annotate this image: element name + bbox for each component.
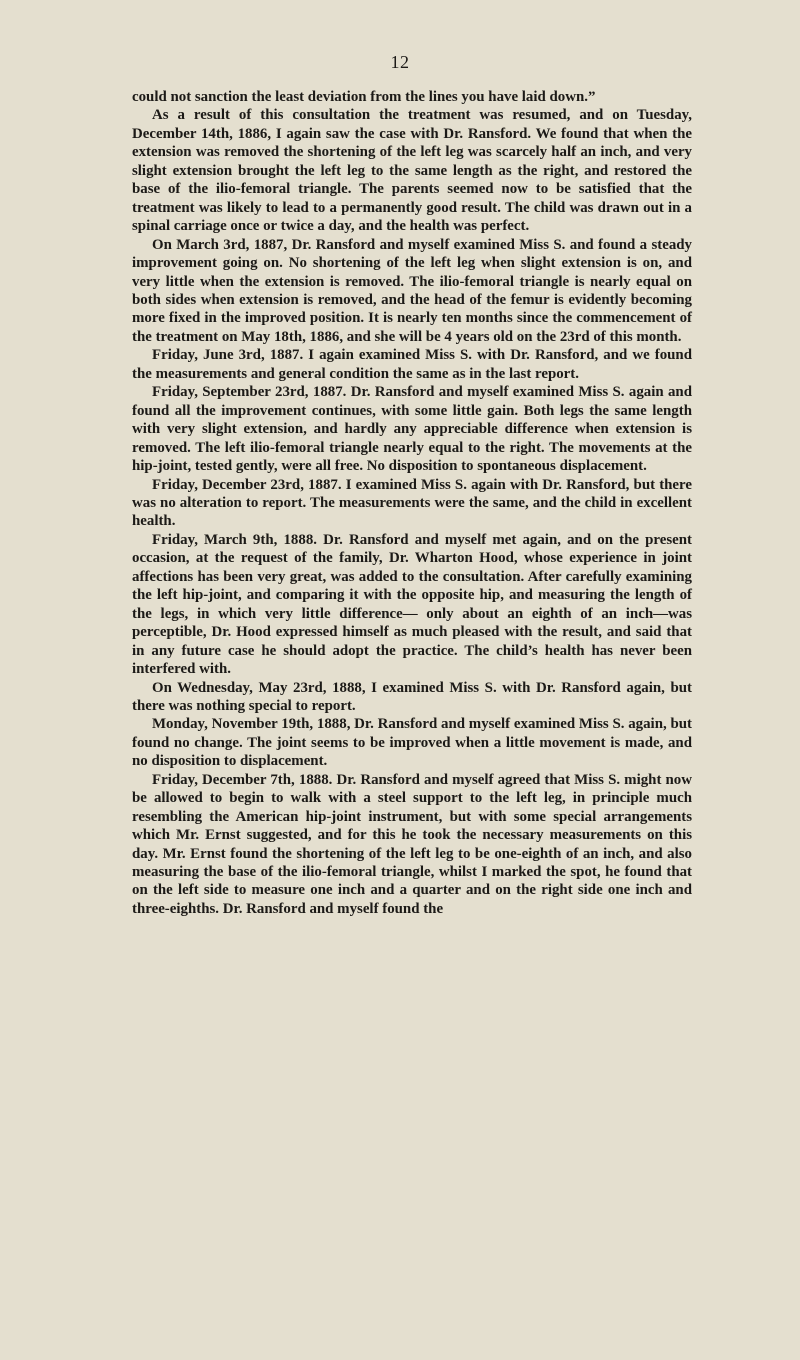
page-number: 12 [390, 52, 410, 72]
paragraph-jun-1887: Friday, June 3rd, 1887. I again examined Miss S. with Dr. Ransford, and we found the measurements and general condition the same as in the last report. [132, 347, 692, 382]
body-text [132, 88, 692, 918]
paragraph-dec-1886: As a result of this consultation the treatment was resumed, and on Tuesday, December 14th, 1886, I again saw the case with Dr. Ransford. We found that when the extension was removed the shortening of the left leg was scarcely half an inch, and very slight extension brought the left leg to the same length as the right, and restored the base of the ilio-femoral triangle. The parents seemed now to be satisfied that the treatment was likely to lead to a permanently good result. The child was drawn out in a spinal carriage once or twice a day, and the health was perfect. [132, 107, 692, 235]
paragraph-dec-1887: Friday, December 23rd, 1887. I examined Miss S. again with Dr. Ransford, but there was no alteration to report. The measurements were the same, and the child in excellent health. [132, 476, 692, 530]
paragraph-mar-1887: On March 3rd, 1887, Dr. Ransford and myself examined Miss S. and found a steady improvement going on. No shortening of the left leg when slight extension is on, and very little when the extension is removed. The ilio-femoral triangle is nearly equal on both sides when extension is removed, and the head of the femur is evidently becoming more fixed in the improved position. It is nearly ten months since the commencement of the treatment on May 18th, 1886, and she will be 4 years old on the 23rd of this month. [132, 236, 692, 345]
paragraph-continuation: could not sanction the least deviation from the lines you have laid down.” [132, 89, 596, 105]
paragraph-dec-1888: Friday, December 7th, 1888. Dr. Ransford and myself agreed that Miss S. might now be allowed to begin to walk with a steel support to the left leg, in principle much resembling the American hip-joint instrument, but with some special arrangements which Mr. Ernst suggested, and for this he took the necessary measurements on this day. Mr. Ernst found the shortening of the left leg to be one-eighth of an inch, and also measuring the base of the ilio-femoral triangle, whilst I marked the spot, he found that on the left side to measure one inch and a quarter and on the right side one inch and three-eighths. Dr. Ransford and myself found the [132, 771, 692, 917]
paragraph-sep-1887: Friday, September 23rd, 1887. Dr. Ransford and myself examined Miss S. again and found all the improvement continues, with some little gain. Both legs the same length with very slight extension, and hardly any appreciable difference when extension is removed. The left ilio-femoral triangle nearly equal to the right. The movements at the hip-joint, tested gently, were all free. No disposition to spontaneous displacement. [132, 384, 692, 475]
paragraph-nov-1888: Monday, November 19th, 1888, Dr. Ransford and myself examined Miss S. again, but found no change. The joint seems to be improved when a little movement is made, and no disposition to displacement. [132, 716, 692, 770]
paragraph-may-1888: On Wednesday, May 23rd, 1888, I examined Miss S. with Dr. Ransford again, but there was nothing special to report. [132, 679, 692, 714]
paragraph-mar-1888: Friday, March 9th, 1888. Dr. Ransford and myself met again, and on the present occasion, at the request of the family, Dr. Wharton Hood, whose experience in joint affections has been very great, was added to the consultation. After carefully examining the left hip-joint, and comparing it with the opposite hip, and measuring the length of the legs, in which very little difference— only about an eighth of an inch—was perceptible, Dr. Hood expressed himself as much pleased with the result, and said that in any future case he should adopt the practice. The child’s health has never been interfered with. [132, 531, 692, 678]
